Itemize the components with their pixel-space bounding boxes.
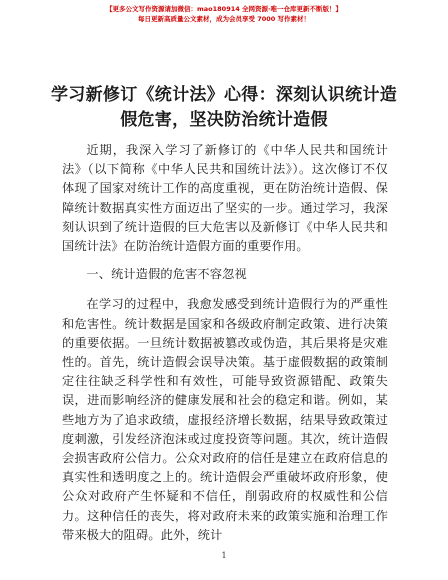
document-body [62, 141, 388, 545]
paragraph-harm: 在学习的过程中，我愈发感受到统计造假行为的严重性和危害性。统计数据是国家和各级政府制定政策、进行决策的重要依据。一旦统计数据被篡改或伪造，其后果将是灾难性的。首先，统计造假会误导决策。基于虚假数据的政策制定往往缺乏科学性和有效性，可能导致资源错配、政策失误，进而影响经济的健康发展和社会的稳定和谐。例如，某些地方为了追求政绩，虚报经济增长数据，结果导致政策过度刺激，引发经济泡沫或过度投资等问题。其次，统计造假会损害政府公信力。公众对政府的信任是建立在政府信息的真实性和透明度之上的。统计造假会严重破坏政府形象，使公众对政府产生怀疑和不信任，削弱政府的权威性和公信力。这种信任的丧失，将对政府未来的政策实施和治理工作带来极大的阻碍。此外，统计 [62, 297, 388, 542]
title-line-1: 学习新修订《统计法》心得：深刻认识统计造 [51, 85, 397, 105]
title-line-2: 假危害，坚决防治统计造假 [120, 110, 328, 130]
page-number: 1 [221, 551, 227, 560]
section-heading-1: 一、统计造假的危害不容忽视 [86, 267, 247, 282]
promo-banner-line1: 【更多公文写作资源请加微信：mao180914 全网资源·唯一仓库更新不断版！】 [106, 5, 342, 13]
promo-banner [0, 4, 448, 24]
promo-banner-line2: 每日更新高质量公文素材，成为会员享受 7000 写作素材！ [137, 15, 311, 23]
document-title [40, 83, 408, 133]
paragraph-intro: 近期，我深入学习了新修订的《中华人民共和国统计法》（以下简称《中华人民共和国统计法》）。这次修订不仅体现了国家对统计工作的高度重视，更在防治统计造假、保障统计数据真实性方面迈出了坚实的一步。通过学习，我深刻认识到了统计造假的巨大危害以及新修订《中华人民共和国统计法》在防治统计造假方面的重要作用。 [62, 143, 388, 254]
